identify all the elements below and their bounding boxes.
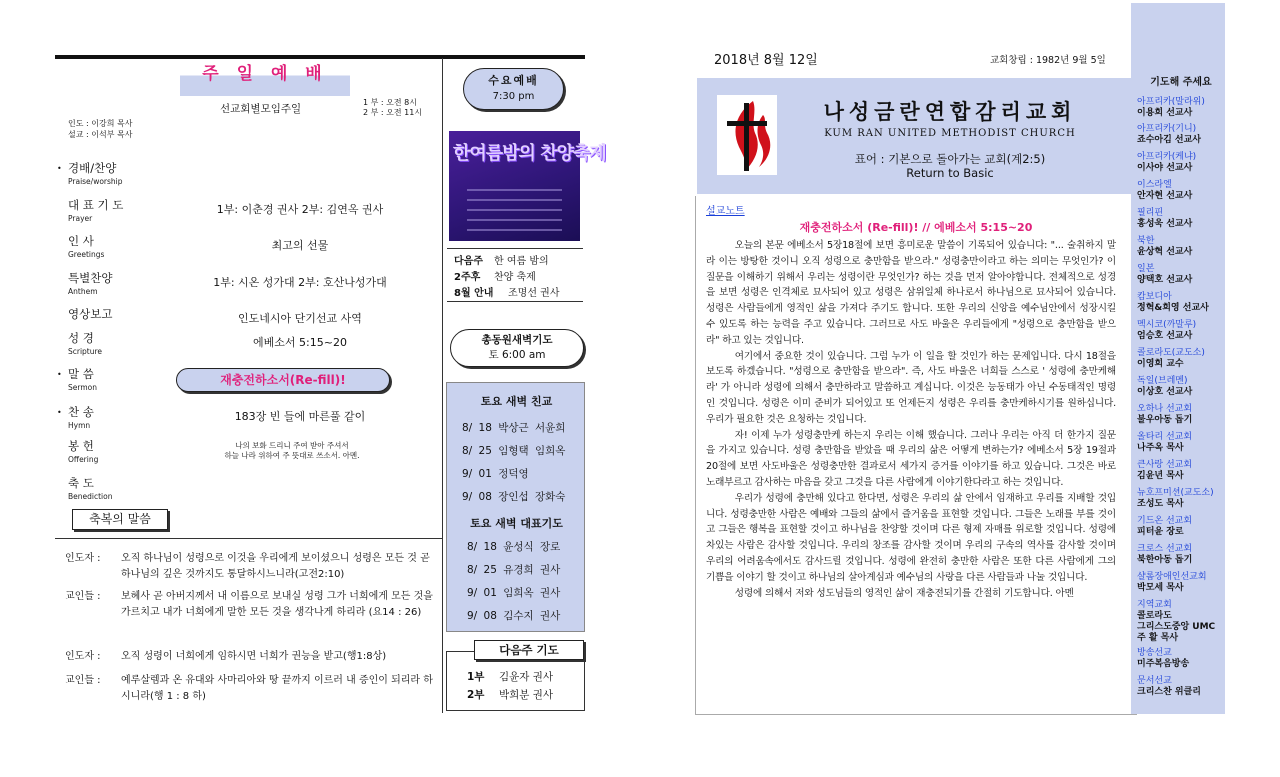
prayer-item (1137, 488, 1214, 510)
mission-region: 아프리카(말라위) (1137, 97, 1205, 107)
sermon-note-title: 재충전하소서 (Re-fill)! // 에베소서 5:15~20 (799, 221, 1033, 234)
mission-region: 올타리 선교회 (1137, 432, 1193, 442)
mission-region: 아프리카(기니) (1137, 124, 1197, 134)
prayer-item (1137, 152, 1196, 174)
cross-and-flame-logo-icon (717, 95, 777, 175)
mission-region: 캄보디아 (1137, 292, 1172, 302)
missionary-name: 불우아동 돕기 (1137, 415, 1193, 425)
sermon-paragraph: 오늘의 본문 에베소서 5장18절에 보면 흥미로운 말씀이 기록되어 있습니다: "... 술취하지 말라 이는 방탕한 것이니 오직 성령으로 충만함을 받으라." 성령충만이라고 하는 의미는 무엇인가? 이 질문을 이해하기 위해서 우리는 성령이란 무엇인가? 하는 것을 먼저 알아야합니다. 전체적으로 성경을 보면 성령은 인격체로 묘사되어 있고 성령은 삼위일체 하나로서 하나님으로 묘사되어 있습니다. 성령은 사람들에게 영적인 삶을 가져다 주기도 합니다. 또한 우리의 신앙을 예수님안에서 성장시킬 수 있도록 하는 능력을 주고 있습니다. 그러므로 사도 바울은 우리들에게 "성령으로 충만함을 받으라" 하고 있는 것입니다. (706, 240, 1116, 346)
order-item-korean: 특별찬양 (68, 271, 113, 285)
missionary-name: 정혁&희영 선교사 (1137, 303, 1209, 313)
fellowship-row: 9/ 08 장인섭 장화숙 (462, 491, 566, 503)
missionary-name: 미주복음방송 (1137, 659, 1190, 669)
summer-praise-festival-banner (449, 131, 606, 241)
prayer-row: 8/ 25 유경희 권사 (467, 564, 561, 576)
missionary-name: 박모세 목사 (1137, 583, 1184, 593)
dawn-prayer-time: 토 6:00 am (488, 349, 546, 361)
mission-region: 기드온 선교회 (1137, 516, 1193, 526)
prayer-item (1137, 376, 1192, 398)
next-prayer-row (467, 687, 553, 702)
worship-title: 주 일 예 배 (180, 62, 350, 96)
missionary-name: 북한아동 돕기 (1137, 555, 1193, 565)
prayer-item (1137, 292, 1209, 314)
order-item-english: Anthem (68, 287, 98, 296)
mission-region: 오하나 선교회 (1137, 404, 1193, 414)
order-item-korean: 대 표 기 도 (68, 198, 124, 212)
service-time-2: 2 부 : 오전 11시 (363, 108, 423, 117)
next-prayer-name: 박희분 권사 (499, 689, 554, 701)
wednesday-title: 수요예배 (488, 74, 539, 87)
fellowship-row: 8/ 18 박상근 서윤희 (462, 422, 566, 434)
service-time-1: 1 부 : 오전 8시 (363, 98, 417, 107)
missionary-name: 죠수아김 선교사 (1137, 135, 1201, 145)
sermon-paragraph: 여기에서 중요한 것이 있습니다. 그럼 누가 이 일을 할 것인가 하는 문제입니다. 다시 18절을 보도록 하겠습니다. "성령으로 충만함을 받으라". 즉, 사도 바울은 너희들 스스로 ' 성령에 충만케해라' 가 아니라 성령에 의해서 충만하라고 말씀하고 계십니다. 이것은 능동태가 아닌 수동태적인 명령인 것입니다. 성령은 이미 준비가 되어있고 또 언제든지 성령은 우리를 충만케하시기를 원하십니다. 우리가 필요한 것은 요청하는 것입니다. (706, 350, 1116, 425)
order-item-english: Greetings (68, 250, 105, 259)
notice-label: 2주후 (454, 272, 481, 283)
prayer-item (1137, 460, 1192, 482)
blessing-text: 예루살렘과 온 유대와 사마리아와 땅 끝까지 이르러 내 증인이 되리라 하시니라(행 1 : 8 하) (121, 675, 433, 702)
order-item-content: 1부: 이춘경 권사 2부: 김연옥 권사 (216, 203, 384, 216)
mission-region: 콜로라도(교도소) (1137, 348, 1205, 358)
banner-line (467, 209, 562, 211)
prayer-list-head: 기도해 주세요 (1150, 77, 1212, 88)
bullet-icon: • (57, 370, 62, 379)
missionary-name: 나주옥 목사 (1137, 443, 1184, 453)
order-item-korean: 성 경 (68, 331, 94, 345)
blessing-line (65, 589, 437, 621)
bullet-icon: • (57, 164, 62, 173)
mission-region: 뉴호프미션(교도소) (1137, 488, 1214, 498)
missionary-name: 이사야 선교사 (1137, 163, 1193, 173)
missionary-name: 윤상혁 선교사 (1137, 247, 1193, 257)
prayer-row: 9/ 01 임희옥 권사 (467, 587, 561, 599)
sermon-paragraph: 우리가 성령에 충만해 있다고 한다면, 성령은 우리의 삶 안에서 임재하고 우리를 지배할 것입니다. 성령충만한 사람은 예배와 그들의 삶에서 즐거움을 표현할 것입니다. 그들은 노래를 부를 것이고 그들은 행복을 표현할 것이고 하나님을 찬양할 것이며 다른 형제 자매를 위로할 것입니다. 성령에 차있는 사람은 감사할 것입니다. 우리의 창조를 감사할 것이며 우리의 구속의 역사를 감사할 것이며 우리의 어려움속에서도 감사드릴 것입니다. 성령에 완전히 충만한 사람은 또한 다른 사람에게 그의 기쁨을 이야기 할 것이고 하나님의 살아계심과 예수님의 사랑을 다른 사람들과 나눌 것입니다. (706, 492, 1116, 583)
order-item-content: 183장 빈 들에 마른풀 같이 (234, 410, 366, 423)
order-item-korean: 봉 헌 (68, 439, 94, 453)
banner-line (467, 189, 562, 191)
offering-hymn-text (182, 441, 402, 461)
mission-region: 북한 (1137, 236, 1155, 246)
next-prayer-label: 1부 (467, 671, 485, 683)
blessing-section (55, 538, 443, 713)
prayer-item (1137, 648, 1189, 670)
order-item-english: Offering (68, 455, 99, 464)
order-item-korean: 축 도 (68, 476, 94, 490)
missionary-name: 양택호 선교사 (1137, 275, 1193, 285)
blessing-line (65, 551, 437, 583)
fellowship-row: 9/ 01 정덕영 (462, 468, 529, 480)
notice-row (454, 284, 559, 299)
blessing-line (65, 673, 437, 705)
missionary-name: 엄승호 선교사 (1137, 331, 1193, 341)
prayer-row: 9/ 08 김수지 권사 (467, 610, 561, 622)
missionary-name: 이영희 교수 (1137, 359, 1184, 369)
prayer-item (1137, 124, 1201, 146)
mission-region: 독일(브레멘) (1137, 376, 1188, 386)
prayer-item (1137, 236, 1192, 258)
sermon-note-body (706, 238, 1116, 601)
missionary-name: 김윤년 목사 (1137, 471, 1184, 481)
mission-region: 큰사랑 선교회 (1137, 460, 1193, 470)
order-item-english: Sermon (68, 383, 97, 392)
festival-banner-text: 한여름밤의 찬양축제 (453, 143, 606, 164)
prayer-item (1137, 97, 1205, 119)
order-item-korean: 영상보고 (68, 307, 113, 321)
order-item-english: Hymn (68, 421, 91, 430)
missionary-name: 이용희 선교사 (1137, 108, 1193, 118)
next-prayer-label: 2부 (467, 689, 485, 701)
notice-label: 8월 안내 (454, 288, 494, 299)
offering-line-2: 하늘 나라 위하여 주 뜻대로 쓰소서. 아멘. (224, 451, 360, 460)
service-name: 선교회별모임주일 (220, 103, 302, 115)
prayer-item (1137, 320, 1196, 342)
notice-text: 한 여름 밤의 (494, 256, 549, 267)
prayer-row: 8/ 18 윤성식 장로 (467, 541, 561, 553)
prayer-item (1137, 432, 1192, 454)
church-founded: 교회창립 : 1982년 9월 5일 (990, 55, 1106, 66)
prayer-item (1137, 572, 1207, 594)
missionary-name: 안자현 선교사 (1137, 191, 1193, 201)
mission-region: 멕시코(까말루) (1137, 320, 1197, 330)
order-item-content: 에베소서 5:15~20 (253, 336, 347, 349)
prayer-item (1137, 180, 1192, 202)
sermon-title: 재충전하소서(Re-fill)! (176, 368, 390, 392)
banner-line (467, 199, 562, 201)
banner-line (467, 219, 562, 221)
officiants (68, 118, 132, 140)
missionary-name: 조성도 목사 (1137, 499, 1184, 509)
church-motto-english: Return to Basic (906, 166, 994, 180)
mission-region: 샬롬장애인선교회 (1137, 572, 1207, 582)
blessing-speaker: 인도자 : (65, 553, 101, 564)
blessing-speaker: 교인들 : (65, 591, 101, 602)
order-item-english: Praise/worship (68, 177, 123, 186)
mission-region: 크로스 선교회 (1137, 544, 1193, 554)
order-item-content: 1부: 시온 성가대 2부: 호산나성가대 (213, 276, 387, 289)
blessing-speaker: 교인들 : (65, 675, 101, 686)
dawn-prayer-title: 총동원새벽기도 (481, 334, 553, 346)
service-times (363, 98, 422, 118)
order-item-korean: 경배/찬양 (68, 161, 117, 175)
blessing-text: 오직 하나님이 성령으로 이것을 우리에게 보이셨으니 성령은 모든 것 곧 하나님의 깊은 것까지도 통달하시느니라(고전2:10) (121, 553, 430, 580)
missionary-name: 홍성욱 선교사 (1137, 219, 1193, 229)
saturday-fellowship-head: 토요 새벽 친교 (480, 395, 553, 408)
prayer-item (1137, 208, 1192, 230)
church-name-english: KUM RAN UNITED METHODIST CHURCH (824, 128, 1076, 139)
church-name: 나성금란연합감리교회 (823, 100, 1077, 124)
blessing-speaker: 인도자 : (65, 651, 101, 662)
mission-region: 방송선교 (1137, 648, 1172, 658)
saturday-schedule (446, 382, 585, 632)
mission-region: 이스라엘 (1137, 180, 1172, 190)
banner-line (467, 229, 562, 231)
next-week-notice (447, 248, 583, 302)
next-prayer-row (467, 669, 553, 684)
mission-region: 문서선교 (1137, 676, 1172, 686)
mission-region: 일본 (1137, 264, 1155, 274)
notice-label: 다음주 (454, 256, 483, 267)
missionary-name: 콜로라도 그리스도중앙 UMC 주 활 목사 (1137, 611, 1216, 643)
sermon-paragraph: 성령에 의해서 저와 성도님들의 영적인 삶이 재충전되기를 간절히 기도합니다. 아멘 (734, 587, 1074, 599)
fellowship-row: 8/ 25 임형택 임희옥 (462, 445, 566, 457)
mission-region: 지역교회 (1137, 600, 1172, 610)
blessing-text: 오직 성령이 너희에게 임하시면 너희가 권능을 받고(행1:8상) (121, 651, 387, 662)
prayer-item (1137, 348, 1205, 370)
prayer-item (1137, 600, 1215, 644)
missionary-name: 피터윤 장로 (1137, 527, 1184, 537)
next-week-prayer-head: 다음주 기도 (474, 640, 584, 660)
blessing-label: 축복의 말씀 (72, 509, 168, 530)
bullet-icon: • (57, 408, 62, 417)
missionary-name: 이상호 선교사 (1137, 387, 1193, 397)
preacher: 설교 : 이석부 목사 (68, 130, 133, 139)
order-item-korean: 찬 송 (68, 405, 94, 419)
order-item-english: Scripture (68, 347, 103, 356)
top-rule (55, 55, 585, 59)
order-item-korean: 인 사 (68, 234, 94, 248)
mission-region: 아프리카(케냐) (1137, 152, 1197, 162)
offering-line-1: 나의 보화 드리니 주여 받아 주셔서 (235, 441, 349, 450)
prayer-item (1137, 264, 1192, 286)
mission-region: 필리핀 (1137, 208, 1164, 218)
sermon-paragraph: 자! 이제 누가 성령충만케 하는지 우리는 이해 했습니다. 그러나 우리는 아직 더 한가지 질문을 가지고 있습니다. 성령 충만함을 받았을 때 우리의 삶은 어떻게 변하는가? 에베소서 5장 19절과 20절에 보면 사도바울은 성령충만한 결과로서 세가지 증거를 이야기를 하고 있습니다. 그것은 바로 노래부르고 감사하는 마음을 갖고 그것을 다른 사람에게 이야기한다라고 하는 것입니다. (706, 429, 1116, 488)
dawn-prayer-notice (450, 329, 584, 367)
next-prayer-name: 김윤자 권사 (499, 671, 554, 683)
notice-row (454, 268, 536, 283)
notice-text: 조명선 권사 (508, 288, 560, 299)
leader: 인도 : 이강희 목사 (68, 119, 133, 128)
order-item-content: 인도네시아 단기선교 사역 (238, 312, 362, 325)
church-motto: 표어 : 기본으로 돌아가는 교회(계2:5) (854, 152, 1046, 166)
order-item-content: 최고의 선물 (271, 239, 329, 252)
blessing-text: 보혜사 곧 아버지께서 내 이름으로 보내실 성령 그가 너희에게 모든 것을 가르치고 내가 너희에게 말한 모든 것을 생각나게 하리라 (요14 : 26) (121, 591, 433, 618)
prayer-item (1137, 404, 1192, 426)
wednesday-time: 7:30 pm (492, 91, 535, 102)
missionary-name: 크리스찬 위클리 (1137, 687, 1201, 697)
order-item-korean: 말 씀 (68, 367, 94, 381)
sermon-note-label: 설교노트 (706, 206, 745, 217)
blessing-line (65, 649, 437, 665)
prayer-item (1137, 544, 1192, 566)
wednesday-service (463, 68, 564, 110)
order-item-english: Benediction (68, 492, 113, 501)
prayer-item (1137, 516, 1192, 538)
notice-row (454, 252, 549, 267)
notice-text: 찬양 축제 (494, 272, 536, 283)
bulletin-date: 2018년 8월 12일 (714, 53, 818, 68)
prayer-item (1137, 676, 1201, 698)
saturday-prayer-head: 토요 새벽 대표기도 (470, 517, 563, 530)
order-item-english: Prayer (68, 214, 93, 223)
next-week-prayer (446, 651, 585, 711)
